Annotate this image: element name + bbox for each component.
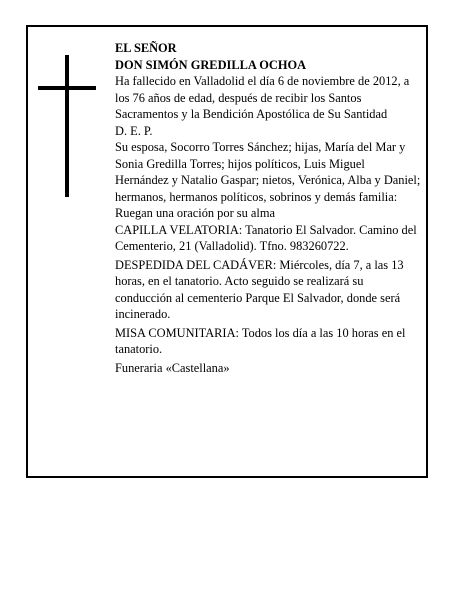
chapel-info: CAPILLA VELATORIA: Tanatorio El Salvador. Camino del Cementerio, 21 (Valladolid). Tfno. 983260722.	[115, 222, 417, 253]
family-list: Su esposa, Socorro Torres Sánchez; hijas, María del Mar y Sonia Gredilla Torres; hijos políticos, Luis Miguel Hernández y Natalio Gaspar; nietos, Verónica, Alba y Daniel; hermanos, hermanos políticos, sobrinos y demás familia:	[115, 140, 421, 204]
cross-horizontal-bar	[38, 86, 96, 90]
notice-title: EL SEÑOR	[115, 41, 177, 55]
prayer-request: Ruegan una oración por su alma	[115, 206, 275, 220]
death-announcement: Ha fallecido en Valladolid el día 6 de noviembre de 2012, a los 76 años de edad, después de recibir los Santos Sacramentos y la Bendición Apostólica de Su Santidad	[115, 74, 410, 121]
funeral-home: Funeraria «Castellana»	[115, 360, 230, 375]
dep-line: D. E. P.	[115, 123, 153, 138]
cross-vertical-bar	[65, 55, 69, 197]
notice-text	[115, 40, 421, 376]
farewell-info: DESPEDIDA DEL CADÁVER: Miércoles, día 7, a las 13 horas, en el tanatorio. Acto seguido se realizará su conducción al cementerio Parque El Salvador, donde será incinerado.	[115, 257, 404, 321]
latin-cross-icon	[38, 55, 96, 197]
obituary-notice	[26, 25, 428, 478]
deceased-name: DON SIMÓN GREDILLA OCHOA	[115, 57, 307, 72]
mass-info: MISA COMUNITARIA: Todos los día a las 10 horas en el tanatorio.	[115, 325, 406, 356]
